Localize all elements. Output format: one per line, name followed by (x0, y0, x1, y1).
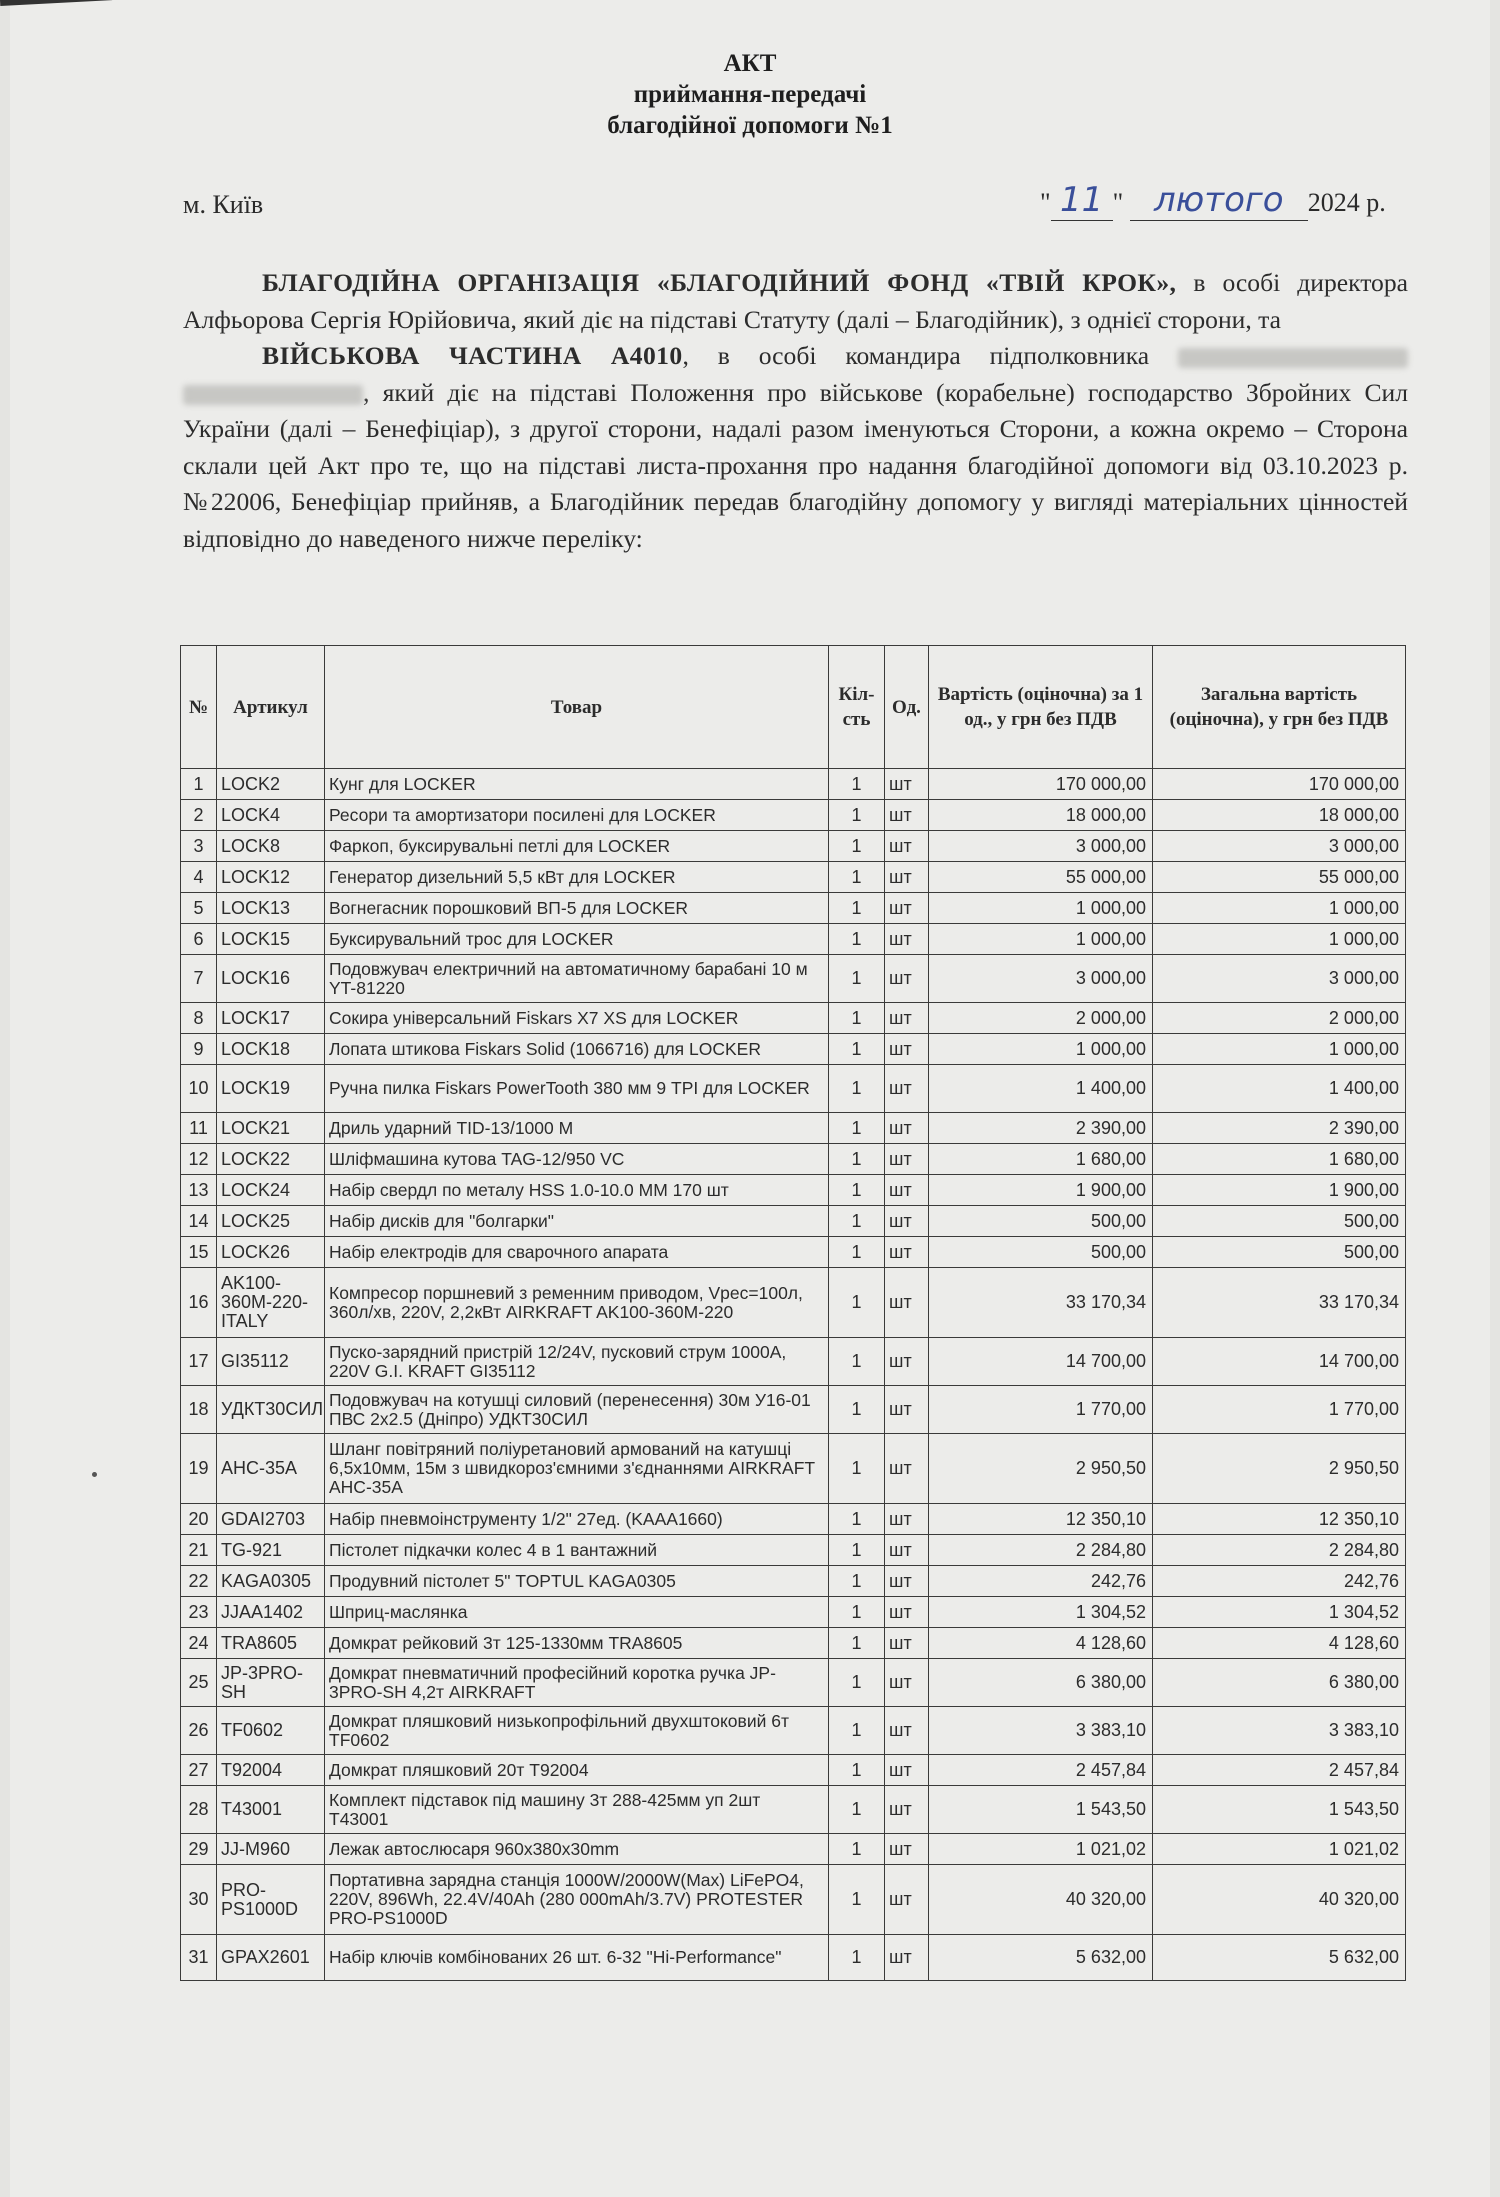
total-cell: 1 900,00 (1153, 1175, 1406, 1206)
unit-cell: шт (885, 955, 929, 1003)
redacted-name (183, 385, 363, 405)
total-cell: 55 000,00 (1153, 862, 1406, 893)
table-row (181, 1237, 1406, 1268)
unit-cell: шт (885, 1935, 929, 1981)
table-row (181, 924, 1406, 955)
total-cell: 1 000,00 (1153, 924, 1406, 955)
unit-cell: шт (885, 1865, 929, 1935)
article-cell: LOCK18 (217, 1034, 325, 1065)
row-number: 30 (181, 1865, 217, 1935)
unit-price-cell: 1 000,00 (929, 924, 1153, 955)
table-row (181, 1034, 1406, 1065)
row-number: 11 (181, 1113, 217, 1144)
unit-price-cell: 55 000,00 (929, 862, 1153, 893)
article-cell: TG-921 (217, 1535, 325, 1566)
unit-price-cell: 14 700,00 (929, 1338, 1153, 1386)
product-cell: Кунг для LOCKER (325, 769, 829, 800)
article-cell: AHC-35A (217, 1434, 325, 1504)
product-cell: Пуско-зарядний пристрій 12/24V, пусковий струм 1000A, 220V G.I. KRAFT GI35112 (325, 1338, 829, 1386)
product-cell: Комплект підставок під машину 3т 288-425мм уп 2шт T43001 (325, 1786, 829, 1834)
title-line-2: приймання-передачі (633, 81, 867, 108)
row-number: 28 (181, 1786, 217, 1834)
total-cell: 2 457,84 (1153, 1755, 1406, 1786)
product-cell: Дриль ударний TID-13/1000 M (325, 1113, 829, 1144)
unit-price-cell: 2 000,00 (929, 1003, 1153, 1034)
product-cell: Домкрат рейковий 3т 125-1330мм TRA8605 (325, 1628, 829, 1659)
total-cell: 1 680,00 (1153, 1144, 1406, 1175)
article-cell: УДКТ30СИЛ (217, 1386, 325, 1434)
row-number: 5 (181, 893, 217, 924)
row-number: 14 (181, 1206, 217, 1237)
article-cell: JJAA1402 (217, 1597, 325, 1628)
row-number: 3 (181, 831, 217, 862)
table-row (181, 800, 1406, 831)
unit-price-cell: 1 021,02 (929, 1834, 1153, 1865)
article-cell: JP-3PRO-SH (217, 1659, 325, 1707)
unit-price-cell: 1 900,00 (929, 1175, 1153, 1206)
beneficiary-text-a: , в особі командира підполковника (682, 341, 1179, 370)
qty-cell: 1 (829, 862, 885, 893)
product-cell: Буксирувальний трос для LOCKER (325, 924, 829, 955)
product-cell: Набір електродів для сварочного апарата (325, 1237, 829, 1268)
product-cell: Домкрат пневматичний професійний коротка ручка JP-3PRO-SH 4,2т AIRKRAFT (325, 1659, 829, 1707)
product-cell: Портативна зарядна станція 1000W/2000W(Max) LiFePO4, 220V, 896Wh, 22.4V/40Ah (280 000mAh/3.7V) PROTESTER PRO-PS1000D (325, 1865, 829, 1935)
total-cell: 1 543,50 (1153, 1786, 1406, 1834)
total-cell: 2 950,50 (1153, 1434, 1406, 1504)
total-cell: 500,00 (1153, 1206, 1406, 1237)
unit-cell: шт (885, 1386, 929, 1434)
unit-price-cell: 500,00 (929, 1206, 1153, 1237)
unit-cell: шт (885, 924, 929, 955)
total-cell: 2 000,00 (1153, 1003, 1406, 1034)
unit-price-cell: 242,76 (929, 1566, 1153, 1597)
table-row (181, 1597, 1406, 1628)
product-cell: Продувний пістолет 5" TOPTUL KAGA0305 (325, 1566, 829, 1597)
qty-cell: 1 (829, 1434, 885, 1504)
unit-cell: шт (885, 1065, 929, 1113)
qty-cell: 1 (829, 1504, 885, 1535)
header-product: Товар (325, 646, 829, 769)
unit-price-cell: 500,00 (929, 1237, 1153, 1268)
article-cell: T43001 (217, 1786, 325, 1834)
row-number: 24 (181, 1628, 217, 1659)
row-number: 1 (181, 769, 217, 800)
unit-price-cell: 170 000,00 (929, 769, 1153, 800)
unit-price-cell: 1 543,50 (929, 1786, 1153, 1834)
article-cell: LOCK24 (217, 1175, 325, 1206)
unit-cell: шт (885, 1566, 929, 1597)
qty-cell: 1 (829, 1034, 885, 1065)
article-cell: LOCK13 (217, 893, 325, 924)
article-cell: LOCK19 (217, 1065, 325, 1113)
unit-price-cell: 2 950,50 (929, 1434, 1153, 1504)
qty-cell: 1 (829, 1566, 885, 1597)
unit-cell: шт (885, 1834, 929, 1865)
row-number: 7 (181, 955, 217, 1003)
product-cell: Ресори та амортизатори посилені для LOCKER (325, 800, 829, 831)
unit-price-cell: 3 000,00 (929, 955, 1153, 1003)
unit-cell: шт (885, 1338, 929, 1386)
document-title (0, 48, 1500, 141)
table-row (181, 769, 1406, 800)
row-number: 6 (181, 924, 217, 955)
unit-cell: шт (885, 862, 929, 893)
row-number: 15 (181, 1237, 217, 1268)
product-cell: Набір свердл по металу HSS 1.0-10.0 ММ 170 шт (325, 1175, 829, 1206)
row-number: 10 (181, 1065, 217, 1113)
total-cell: 500,00 (1153, 1237, 1406, 1268)
product-cell: Набір ключів комбінованих 26 шт. 6-32 "Hi-Performance" (325, 1935, 829, 1981)
total-cell: 12 350,10 (1153, 1504, 1406, 1535)
unit-price-cell: 2 457,84 (929, 1755, 1153, 1786)
article-cell: LOCK17 (217, 1003, 325, 1034)
qty-cell: 1 (829, 1144, 885, 1175)
unit-cell: шт (885, 1597, 929, 1628)
unit-cell: шт (885, 1535, 929, 1566)
unit-price-cell: 5 632,00 (929, 1935, 1153, 1981)
table-row (181, 1628, 1406, 1659)
table-row (181, 1707, 1406, 1755)
qty-cell: 1 (829, 1865, 885, 1935)
unit-cell: шт (885, 1755, 929, 1786)
unit-price-cell: 40 320,00 (929, 1865, 1153, 1935)
qty-cell: 1 (829, 1786, 885, 1834)
product-cell: Лопата штикова Fiskars Solid (1066716) для LOCKER (325, 1034, 829, 1065)
row-number: 22 (181, 1566, 217, 1597)
article-cell: JJ-M960 (217, 1834, 325, 1865)
unit-cell: шт (885, 1659, 929, 1707)
row-number: 31 (181, 1935, 217, 1981)
qty-cell: 1 (829, 769, 885, 800)
qty-cell: 1 (829, 1065, 885, 1113)
product-cell: Лежак автослюсаря 960х380х30mm (325, 1834, 829, 1865)
table-row (181, 1144, 1406, 1175)
header-article: Артикул (217, 646, 325, 769)
unit-price-cell: 6 380,00 (929, 1659, 1153, 1707)
article-cell: LOCK4 (217, 800, 325, 831)
unit-cell: шт (885, 1237, 929, 1268)
qty-cell: 1 (829, 1113, 885, 1144)
qty-cell: 1 (829, 1834, 885, 1865)
unit-price-cell: 1 304,52 (929, 1597, 1153, 1628)
product-cell: Сокира універсальний Fiskars X7 XS для LOCKER (325, 1003, 829, 1034)
total-cell: 14 700,00 (1153, 1338, 1406, 1386)
table-row (181, 955, 1406, 1003)
article-cell: LOCK25 (217, 1206, 325, 1237)
product-cell: Шланг повітряний поліуретановий армований на катушці 6,5х10мм, 15м з швидкороз'ємними з'єднаннями AIRKRAFT AHC-35A (325, 1434, 829, 1504)
unit-cell: шт (885, 1268, 929, 1338)
unit-cell: шт (885, 769, 929, 800)
unit-cell: шт (885, 1628, 929, 1659)
row-number: 20 (181, 1504, 217, 1535)
total-cell: 6 380,00 (1153, 1659, 1406, 1707)
article-cell: TF0602 (217, 1707, 325, 1755)
qty-cell: 1 (829, 1237, 885, 1268)
unit-cell: шт (885, 1434, 929, 1504)
table-row (181, 831, 1406, 862)
qty-cell: 1 (829, 1535, 885, 1566)
qty-cell: 1 (829, 1003, 885, 1034)
total-cell: 3 383,10 (1153, 1707, 1406, 1755)
row-number: 2 (181, 800, 217, 831)
table-row (181, 1834, 1406, 1865)
table-row (181, 1566, 1406, 1597)
qty-cell: 1 (829, 1386, 885, 1434)
qty-cell: 1 (829, 924, 885, 955)
row-number: 4 (181, 862, 217, 893)
article-cell: LOCK2 (217, 769, 325, 800)
qty-cell: 1 (829, 1659, 885, 1707)
act-preamble (183, 265, 1408, 557)
table-row (181, 1113, 1406, 1144)
article-cell: GI35112 (217, 1338, 325, 1386)
product-cell: Набір пневмоінструменту 1/2" 27ед. (KAAA1660) (325, 1504, 829, 1535)
article-cell: LOCK15 (217, 924, 325, 955)
total-cell: 40 320,00 (1153, 1865, 1406, 1935)
article-cell: LOCK12 (217, 862, 325, 893)
beneficiary-paragraph (183, 338, 1408, 557)
unit-cell: шт (885, 831, 929, 862)
total-cell: 170 000,00 (1153, 769, 1406, 800)
qty-cell: 1 (829, 1755, 885, 1786)
row-number: 19 (181, 1434, 217, 1504)
table-row (181, 1535, 1406, 1566)
product-cell: Подовжувач електричний на автоматичному барабані 10 м YT-81220 (325, 955, 829, 1003)
table-row (181, 1865, 1406, 1935)
total-cell: 1 304,52 (1153, 1597, 1406, 1628)
document-date (1040, 180, 1386, 221)
qty-cell: 1 (829, 1597, 885, 1628)
table-row (181, 1504, 1406, 1535)
date-month: лютого (1153, 180, 1284, 220)
row-number: 16 (181, 1268, 217, 1338)
article-cell: AK100-360M-220-ITALY (217, 1268, 325, 1338)
qty-cell: 1 (829, 1206, 885, 1237)
row-number: 26 (181, 1707, 217, 1755)
unit-cell: шт (885, 1034, 929, 1065)
row-number: 9 (181, 1034, 217, 1065)
total-cell: 1 770,00 (1153, 1386, 1406, 1434)
header-unit-price: Вартість (оціночна) за 1 од., у грн без ПДВ (929, 646, 1153, 769)
table-row (181, 893, 1406, 924)
product-cell: Шліфмашина кутова TAG-12/950 VC (325, 1144, 829, 1175)
table-row (181, 1003, 1406, 1034)
product-cell: Компресор поршневий з ременним приводом, Vрес=100л, 360л/хв, 220V, 2,2кВт AIRKRAFT AK100-360M-220 (325, 1268, 829, 1338)
table-row (181, 1786, 1406, 1834)
donor-text: в особі директора Алфьорова Сергія Юрійовича, який діє на підставі Статуту (далі – Благодійник), з однієї сторони, та (183, 268, 1408, 334)
qty-cell: 1 (829, 1338, 885, 1386)
table-row (181, 1206, 1406, 1237)
unit-cell: шт (885, 800, 929, 831)
unit-cell: шт (885, 1003, 929, 1034)
article-cell: LOCK8 (217, 831, 325, 862)
donor-paragraph (183, 265, 1408, 338)
unit-price-cell: 18 000,00 (929, 800, 1153, 831)
row-number: 12 (181, 1144, 217, 1175)
unit-cell: шт (885, 1504, 929, 1535)
unit-cell: шт (885, 1144, 929, 1175)
article-cell: LOCK16 (217, 955, 325, 1003)
scan-speck (92, 1472, 97, 1477)
total-cell: 2 390,00 (1153, 1113, 1406, 1144)
redacted-name (1178, 348, 1408, 368)
article-cell: KAGA0305 (217, 1566, 325, 1597)
total-cell: 1 021,02 (1153, 1834, 1406, 1865)
row-number: 21 (181, 1535, 217, 1566)
article-cell: T92004 (217, 1755, 325, 1786)
unit-price-cell: 1 680,00 (929, 1144, 1153, 1175)
table-row (181, 1268, 1406, 1338)
beneficiary-text-b: , який діє на підставі Положення про військове (корабельне) господарство Збройних Сил України (далі – Бенефіціар), з другої сторони, надалі разом іменуються Сторони, а кожна окремо – Сторона склали цей Акт про те, що на підставі листа-прохання про надання благодійної допомоги від 03.10.2023 р. №22006, Бенефіціар прийняв, а Благодійник передав благодійну допомогу у вигляді матеріальних цінностей відповідно до наведеного нижче переліку: (183, 377, 1408, 553)
product-cell: Домкрат пляшковий 20т T92004 (325, 1755, 829, 1786)
row-number: 8 (181, 1003, 217, 1034)
article-cell: GDAI2703 (217, 1504, 325, 1535)
table-header-row (181, 646, 1406, 769)
product-cell: Фаркоп, буксирувальні петлі для LOCKER (325, 831, 829, 862)
unit-cell: шт (885, 1175, 929, 1206)
header-unit: Од. (885, 646, 929, 769)
unit-cell: шт (885, 893, 929, 924)
qty-cell: 1 (829, 1175, 885, 1206)
goods-table (180, 645, 1406, 1981)
unit-price-cell: 1 000,00 (929, 1034, 1153, 1065)
unit-cell: шт (885, 1113, 929, 1144)
total-cell: 4 128,60 (1153, 1628, 1406, 1659)
total-cell: 18 000,00 (1153, 800, 1406, 831)
table-row (181, 1659, 1406, 1707)
qty-cell: 1 (829, 1707, 885, 1755)
unit-price-cell: 3 383,10 (929, 1707, 1153, 1755)
unit-price-cell: 12 350,10 (929, 1504, 1153, 1535)
row-number: 17 (181, 1338, 217, 1386)
total-cell: 3 000,00 (1153, 955, 1406, 1003)
row-number: 27 (181, 1755, 217, 1786)
unit-price-cell: 1 400,00 (929, 1065, 1153, 1113)
total-cell: 5 632,00 (1153, 1935, 1406, 1981)
total-cell: 33 170,34 (1153, 1268, 1406, 1338)
total-cell: 1 000,00 (1153, 1034, 1406, 1065)
row-number: 29 (181, 1834, 217, 1865)
row-number: 23 (181, 1597, 217, 1628)
unit-price-cell: 33 170,34 (929, 1268, 1153, 1338)
total-cell: 1 000,00 (1153, 893, 1406, 924)
product-cell: Пістолет підкачки колес 4 в 1 вантажний (325, 1535, 829, 1566)
row-number: 25 (181, 1659, 217, 1707)
total-cell: 2 284,80 (1153, 1535, 1406, 1566)
product-cell: Подовжувач на котушці силовий (перенесення) 30м У16-01 ПВС 2х2.5 (Дніпро) УДКТ30СИЛ (325, 1386, 829, 1434)
qty-cell: 1 (829, 955, 885, 1003)
unit-price-cell: 2 390,00 (929, 1113, 1153, 1144)
title-line-3: благодійної допомоги №1 (607, 112, 893, 139)
product-cell: Генератор дизельний 5,5 кВт для LOCKER (325, 862, 829, 893)
date-close-quote: " (1112, 188, 1124, 217)
date-year: 2024 р. (1307, 188, 1386, 217)
article-cell: LOCK22 (217, 1144, 325, 1175)
article-cell: TRA8605 (217, 1628, 325, 1659)
qty-cell: 1 (829, 893, 885, 924)
table-row (181, 1935, 1406, 1981)
date-open-quote: " (1040, 188, 1051, 217)
row-number: 13 (181, 1175, 217, 1206)
qty-cell: 1 (829, 800, 885, 831)
unit-price-cell: 4 128,60 (929, 1628, 1153, 1659)
article-cell: LOCK21 (217, 1113, 325, 1144)
table-row (181, 1338, 1406, 1386)
title-line-1: АКТ (723, 50, 777, 77)
table-row (181, 862, 1406, 893)
donor-name: БЛАГОДІЙНА ОРГАНІЗАЦІЯ «БЛАГОДІЙНИЙ ФОНД «ТВІЙ КРОК», (262, 268, 1177, 297)
unit-cell: шт (885, 1786, 929, 1834)
article-cell: GPAX2601 (217, 1935, 325, 1981)
row-number: 18 (181, 1386, 217, 1434)
qty-cell: 1 (829, 1628, 885, 1659)
product-cell: Шприц-маслянка (325, 1597, 829, 1628)
table-row (181, 1434, 1406, 1504)
date-day: 11 (1059, 180, 1104, 220)
unit-cell: шт (885, 1707, 929, 1755)
unit-price-cell: 1 000,00 (929, 893, 1153, 924)
qty-cell: 1 (829, 1935, 885, 1981)
header-num: № (181, 646, 217, 769)
table-row (181, 1386, 1406, 1434)
unit-cell: шт (885, 1206, 929, 1237)
product-cell: Вогнегасник порошковий ВП-5 для LOCKER (325, 893, 829, 924)
table-row (181, 1065, 1406, 1113)
unit-price-cell: 2 284,80 (929, 1535, 1153, 1566)
header-qty: Кіл-сть (829, 646, 885, 769)
qty-cell: 1 (829, 831, 885, 862)
total-cell: 242,76 (1153, 1566, 1406, 1597)
total-cell: 1 400,00 (1153, 1065, 1406, 1113)
unit-price-cell: 1 770,00 (929, 1386, 1153, 1434)
table-row (181, 1175, 1406, 1206)
total-cell: 3 000,00 (1153, 831, 1406, 862)
beneficiary-name: ВІЙСЬКОВА ЧАСТИНА А4010 (262, 341, 683, 370)
article-cell: PRO-PS1000D (217, 1865, 325, 1935)
place-of-signing: м. Київ (183, 190, 264, 219)
header-total: Загальна вартість (оціночна), у грн без ПДВ (1153, 646, 1406, 769)
table-row (181, 1755, 1406, 1786)
unit-price-cell: 3 000,00 (929, 831, 1153, 862)
article-cell: LOCK26 (217, 1237, 325, 1268)
product-cell: Домкрат пляшковий низькопрофільний двухштоковий 6т TF0602 (325, 1707, 829, 1755)
qty-cell: 1 (829, 1268, 885, 1338)
product-cell: Набір дисків для "болгарки" (325, 1206, 829, 1237)
product-cell: Ручна пилка Fiskars PowerTooth 380 мм 9 TPI для LOCKER (325, 1065, 829, 1113)
